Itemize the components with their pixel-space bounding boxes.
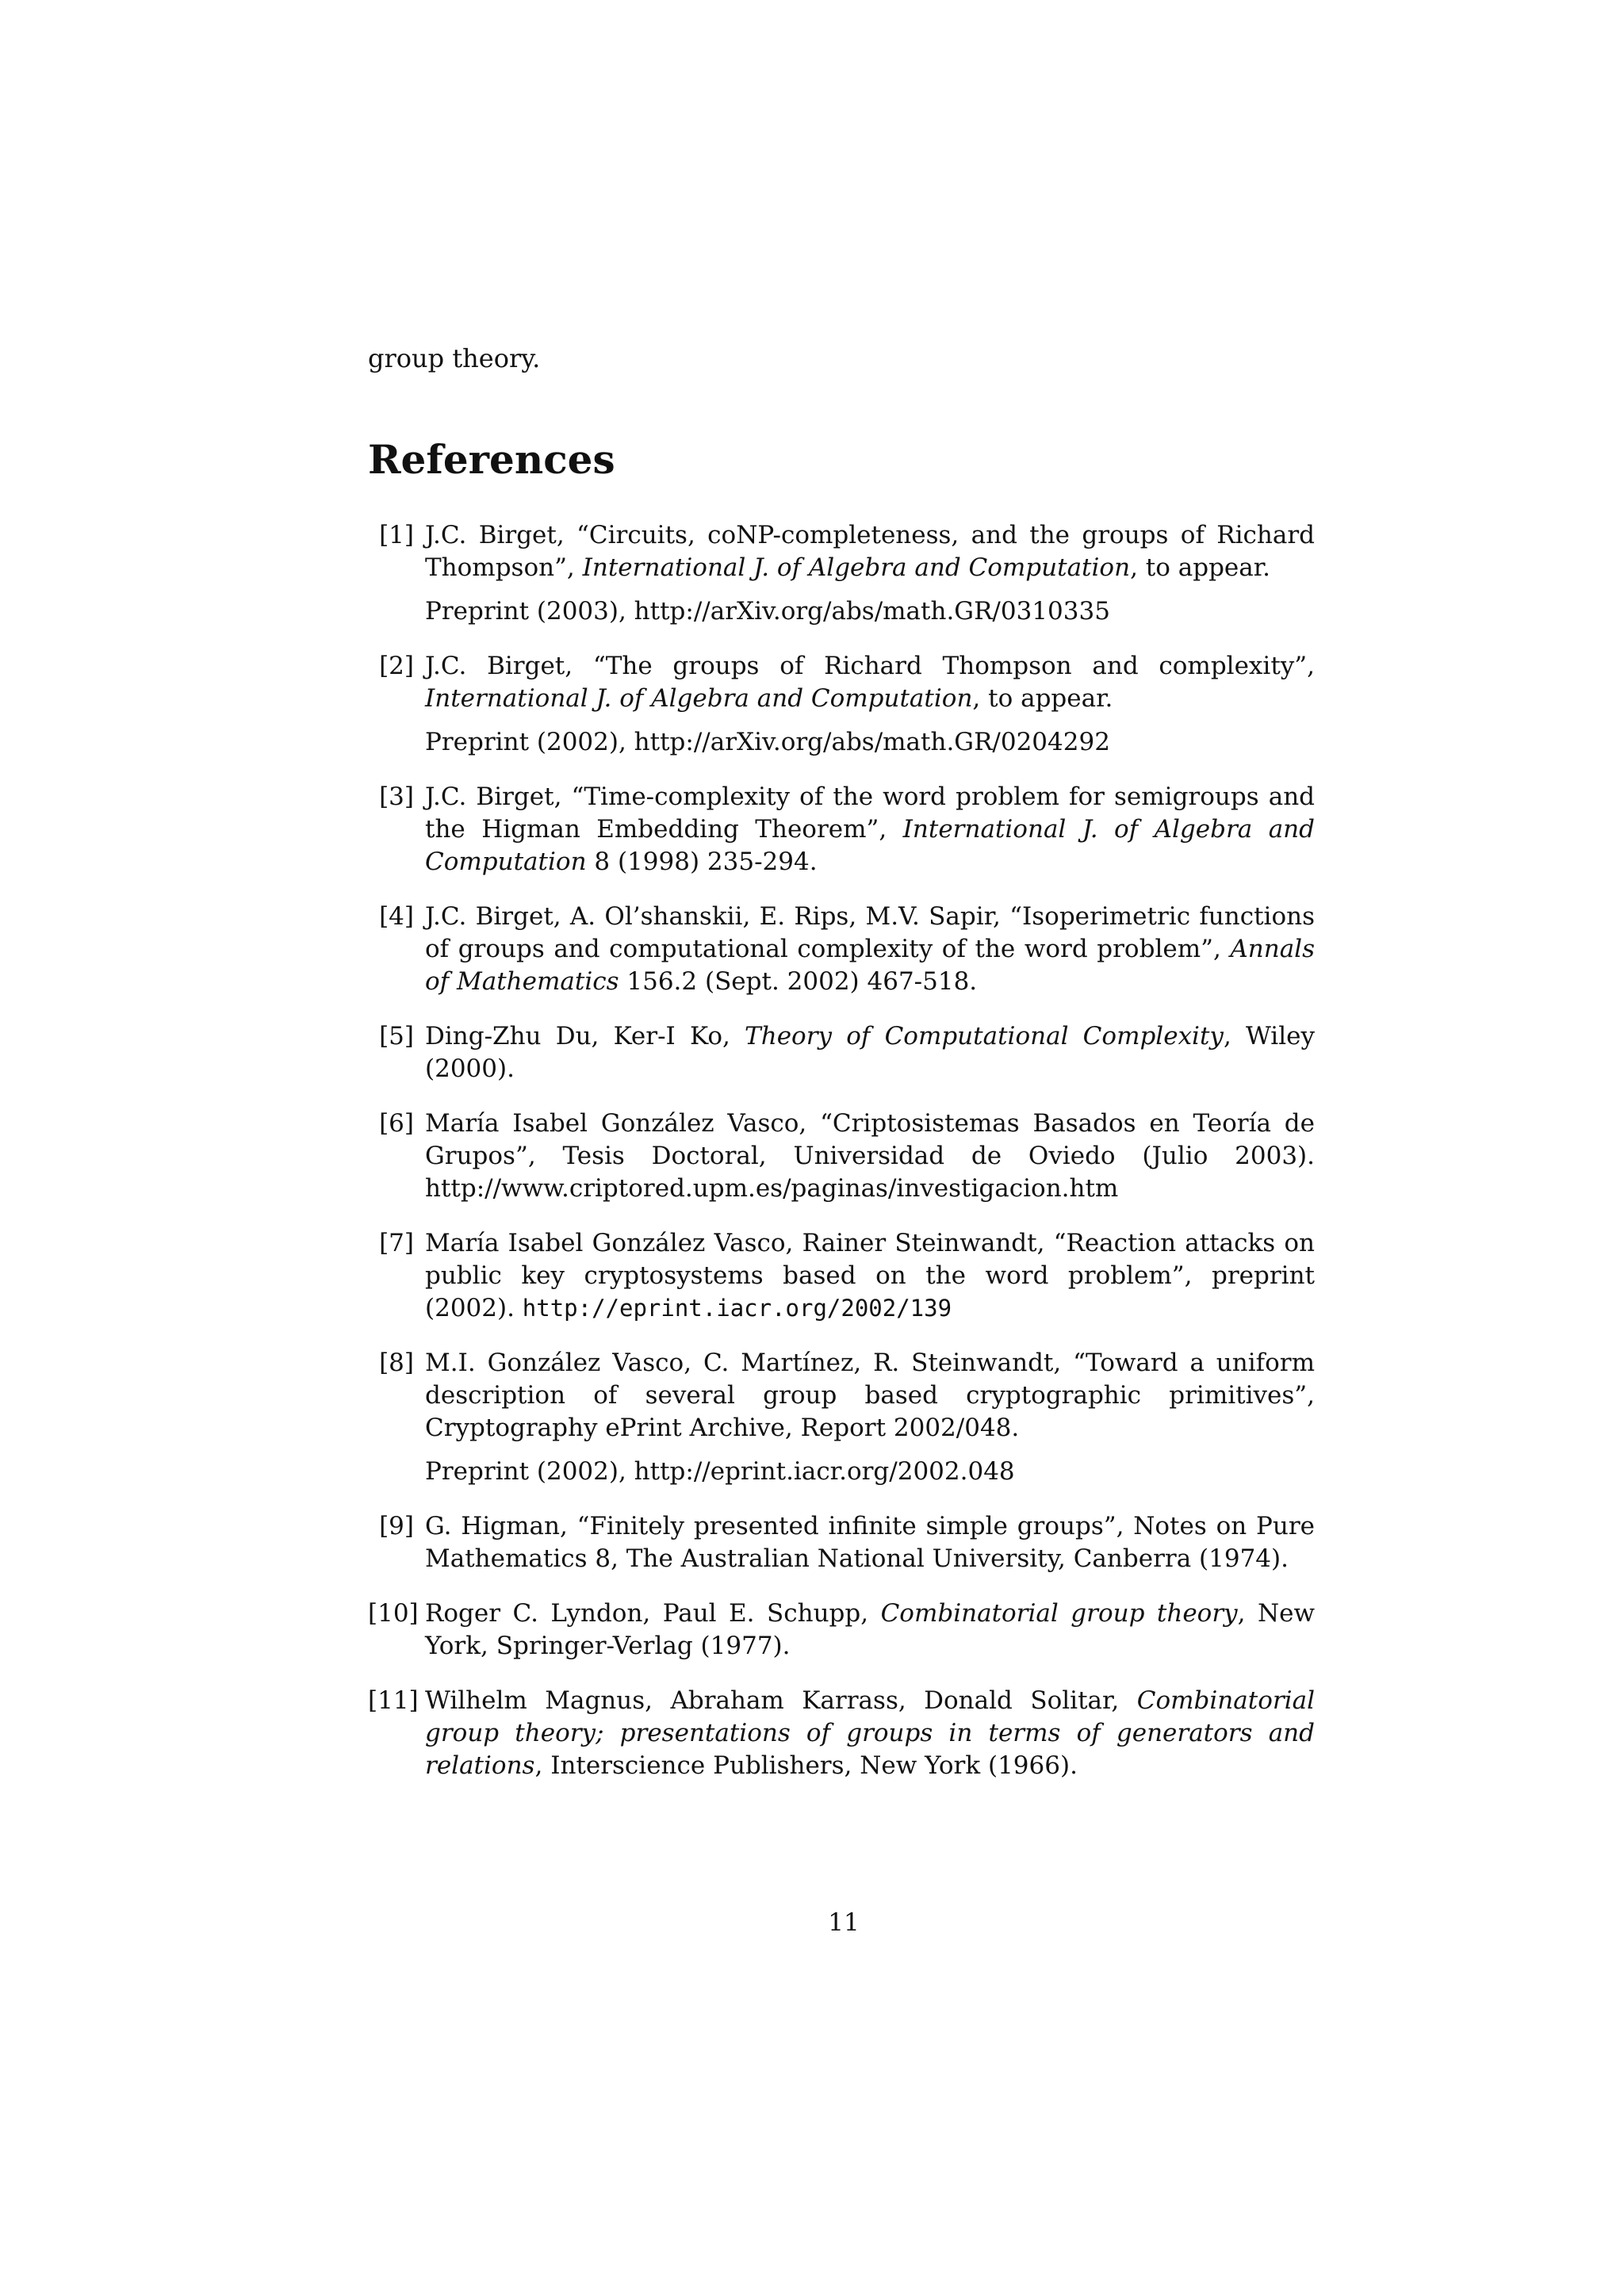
reference-url: http://eprint.iacr.org/2002/139 bbox=[522, 1295, 952, 1322]
reference-number: [8] bbox=[379, 1349, 414, 1377]
document-page bbox=[368, 0, 1320, 2296]
reference-text-segment: , to appear. bbox=[972, 684, 1113, 713]
section-title: References bbox=[368, 436, 615, 483]
reference-text-segment: , to appear. bbox=[1130, 553, 1271, 582]
reference-title-italic: Theory of Computational Complexity bbox=[745, 1022, 1224, 1050]
reference-item bbox=[368, 1510, 1315, 1575]
reference-item bbox=[368, 781, 1315, 878]
reference-list bbox=[368, 519, 1315, 1804]
reference-number: [1] bbox=[379, 521, 414, 549]
reference-number: [2] bbox=[379, 652, 414, 680]
reference-title-italic: International J. of Algebra and Computation bbox=[425, 684, 973, 713]
body-text-fragment: group theory. bbox=[368, 343, 541, 373]
reference-title-italic: Combinatorial group theory bbox=[880, 1599, 1238, 1628]
reference-preprint-line: Preprint (2002), http://eprint.iacr.org/2002.048 bbox=[425, 1457, 1015, 1486]
reference-number: [11] bbox=[368, 1686, 419, 1715]
reference-text bbox=[425, 1020, 1315, 1085]
reference-text-segment: , New York, Springer-Verlag (1977). bbox=[425, 1599, 1316, 1660]
reference-text-segment: 156.2 (Sept. 2002) 467-518. bbox=[619, 967, 978, 996]
reference-title-italic: Annals of Mathematics bbox=[425, 935, 1315, 996]
reference-item bbox=[368, 1598, 1315, 1663]
reference-text bbox=[425, 1510, 1315, 1575]
reference-text-segment: J.C. Birget, “The groups of Richard Thompson and complexity”, bbox=[425, 652, 1315, 680]
reference-text bbox=[425, 1227, 1315, 1325]
reference-text-segment: J.C. Birget, “Circuits, coNP-completeness, and the groups of Richard Thompson”, bbox=[425, 521, 1315, 582]
reference-text-segment: M.I. González Vasco, C. Martínez, R. Steinwandt, “Toward a uniform description of several group based cryptographic primitives”, Cryptography ePrint Archive, Report 2002/048. bbox=[425, 1349, 1315, 1442]
reference-text-segment: , Wiley (2000). bbox=[425, 1022, 1315, 1083]
reference-text-segment: María Isabel González Vasco, “Criptosistemas Basados en Teoría de Grupos”, Tesis Doctoral, Universidad de Oviedo (Julio 2003). http://www.criptored.upm.es/paginas/investigacion.htm bbox=[425, 1109, 1315, 1203]
reference-number: [3] bbox=[379, 783, 414, 811]
reference-text bbox=[425, 650, 1315, 715]
reference-title-italic: International J. of Algebra and Computation bbox=[425, 815, 1315, 876]
reference-text-segment: Wilhelm Magnus, Abraham Karrass, Donald Solitar, bbox=[425, 1686, 1137, 1715]
reference-text bbox=[425, 1347, 1315, 1445]
reference-item bbox=[368, 1347, 1315, 1488]
reference-item bbox=[368, 901, 1315, 998]
reference-item bbox=[368, 1227, 1315, 1325]
reference-text-segment: , Interscience Publishers, New York (1966). bbox=[534, 1751, 1078, 1780]
reference-title-italic: International J. of Algebra and Computation bbox=[582, 553, 1131, 582]
reference-text-segment: Roger C. Lyndon, Paul E. Schupp, bbox=[425, 1599, 881, 1628]
page-number: 11 bbox=[828, 1908, 860, 1937]
reference-text-segment: G. Higman, “Finitely presented infinite simple groups”, Notes on Pure Mathematics 8, The Australian National University, Canberra (1974). bbox=[425, 1512, 1315, 1573]
reference-preprint-line: Preprint (2002), http://arXiv.org/abs/math.GR/0204292 bbox=[425, 728, 1110, 756]
reference-item bbox=[368, 1108, 1315, 1205]
reference-item bbox=[368, 519, 1315, 628]
reference-item bbox=[368, 1020, 1315, 1085]
reference-number: [5] bbox=[379, 1022, 414, 1050]
reference-number: [10] bbox=[368, 1599, 419, 1628]
reference-text-segment: Ding-Zhu Du, Ker-I Ko, bbox=[425, 1022, 745, 1050]
reference-number: [9] bbox=[379, 1512, 414, 1540]
reference-item bbox=[368, 1685, 1315, 1782]
reference-text bbox=[425, 1685, 1315, 1782]
reference-text bbox=[425, 1598, 1315, 1663]
reference-text bbox=[425, 519, 1315, 584]
reference-number: [7] bbox=[379, 1229, 414, 1257]
reference-text-segment: J.C. Birget, “Time-complexity of the word problem for semigroups and the Higman Embedding Theorem”, bbox=[425, 783, 1315, 844]
reference-number: [4] bbox=[379, 902, 414, 931]
reference-number: [6] bbox=[379, 1109, 414, 1138]
reference-text bbox=[425, 1108, 1315, 1205]
reference-title-italic: Combinatorial group theory; presentations of groups in terms of generators and relations bbox=[425, 1686, 1315, 1780]
reference-text bbox=[425, 781, 1315, 878]
reference-text-segment: J.C. Birget, A. Ol’shanskii, E. Rips, M.V. Sapir, “Isoperimetric functions of groups and computational complexity of the word problem”, bbox=[425, 902, 1315, 963]
reference-text bbox=[425, 901, 1315, 998]
reference-text-segment: 8 (1998) 235-294. bbox=[586, 848, 818, 876]
reference-item bbox=[368, 650, 1315, 759]
reference-text-segment: María Isabel González Vasco, Rainer Steinwandt, “Reaction attacks on public key cryptosystems based on the word problem”, preprint (2002). bbox=[425, 1229, 1315, 1322]
reference-preprint-line: Preprint (2003), http://arXiv.org/abs/math.GR/0310335 bbox=[425, 597, 1110, 626]
